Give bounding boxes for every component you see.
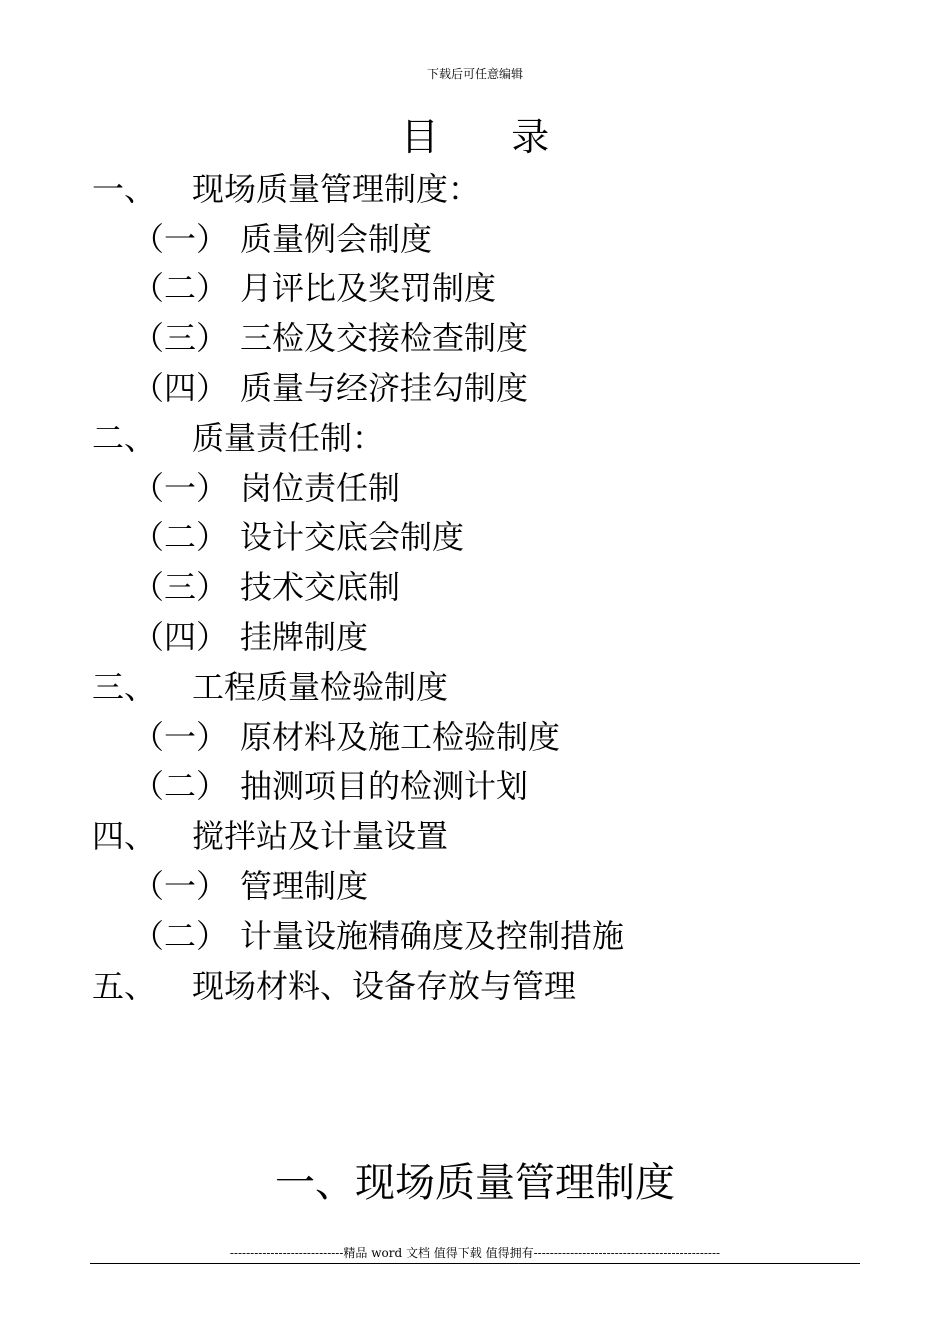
toc-entry xyxy=(92,710,912,760)
toc-entry-number: （一） xyxy=(132,468,229,507)
toc-entry-number: 五、 xyxy=(92,966,157,1005)
toc-entry-number: （三） xyxy=(132,319,229,358)
toc-entry-text: 原材料及施工检验制度 xyxy=(240,717,561,756)
toc-entry-number: （一） xyxy=(132,219,229,258)
toc-entry-text: 三检及交接检查制度 xyxy=(240,319,529,358)
toc-entry-number: （二） xyxy=(132,269,229,308)
toc-entry xyxy=(92,809,912,859)
toc-entry-number: （二） xyxy=(132,916,229,955)
toc-entry xyxy=(92,212,912,262)
toc-entry xyxy=(92,959,912,1009)
toc-entry-text: 现场材料、设备存放与管理 xyxy=(192,966,577,1005)
toc-entry-text: 设计交底会制度 xyxy=(240,518,465,557)
toc-entry-text: 岗位责任制 xyxy=(240,468,401,507)
footer-note: ----------------------------精品 word 文档 值得下载 值得拥有---------------------------------------------- xyxy=(229,1246,721,1260)
toc-entry-number: 一、 xyxy=(92,169,157,208)
toc-entry-text: 质量责任制： xyxy=(192,418,385,457)
toc-entry-text: 质量与经济挂勾制度 xyxy=(240,369,529,408)
header-note: 下载后可任意编辑 xyxy=(426,67,523,81)
toc-entry-text: 现场质量管理制度： xyxy=(192,169,481,208)
toc-entry xyxy=(92,411,912,461)
toc-entry-number: （四） xyxy=(132,369,229,408)
toc-entry xyxy=(92,859,912,909)
toc-entry xyxy=(92,760,912,810)
toc-entry-number: （二） xyxy=(132,518,229,557)
toc-entry xyxy=(92,909,912,959)
toc-entry-number: （四） xyxy=(132,618,229,657)
toc-entry-number: 四、 xyxy=(92,817,157,856)
toc-entry-text: 计量设施精确度及控制措施 xyxy=(240,916,625,955)
toc-entry xyxy=(92,162,912,212)
toc-entry-number: （二） xyxy=(132,767,229,806)
toc-entry-number: 二、 xyxy=(92,418,157,457)
toc-entry xyxy=(92,311,912,361)
toc-entry-text: 抽测项目的检测计划 xyxy=(240,767,529,806)
section-heading: 一、现场质量管理制度 xyxy=(275,1160,675,1206)
toc-entry-text: 质量例会制度 xyxy=(240,219,433,258)
toc-entry-number: （一） xyxy=(132,717,229,756)
toc-entry xyxy=(92,660,912,710)
toc-entry-number: （一） xyxy=(132,867,229,906)
toc-entry-text: 月评比及奖罚制度 xyxy=(240,269,497,308)
table-of-contents xyxy=(92,162,912,1009)
toc-entry-text: 管理制度 xyxy=(240,867,369,906)
toc-entry-text: 搅拌站及计量设置 xyxy=(192,817,449,856)
toc-entry xyxy=(92,461,912,511)
toc-entry xyxy=(92,262,912,312)
toc-entry xyxy=(92,511,912,561)
toc-entry xyxy=(92,610,912,660)
toc-entry-text: 挂牌制度 xyxy=(240,618,369,657)
toc-entry xyxy=(92,560,912,610)
toc-entry xyxy=(92,361,912,411)
toc-entry-number: （三） xyxy=(132,568,229,607)
toc-title: 目 录 xyxy=(400,115,550,159)
toc-entry-text: 工程质量检验制度 xyxy=(192,667,449,706)
toc-entry-text: 技术交底制 xyxy=(240,568,401,607)
toc-entry-number: 三、 xyxy=(92,667,157,706)
footer-divider xyxy=(90,1263,860,1264)
